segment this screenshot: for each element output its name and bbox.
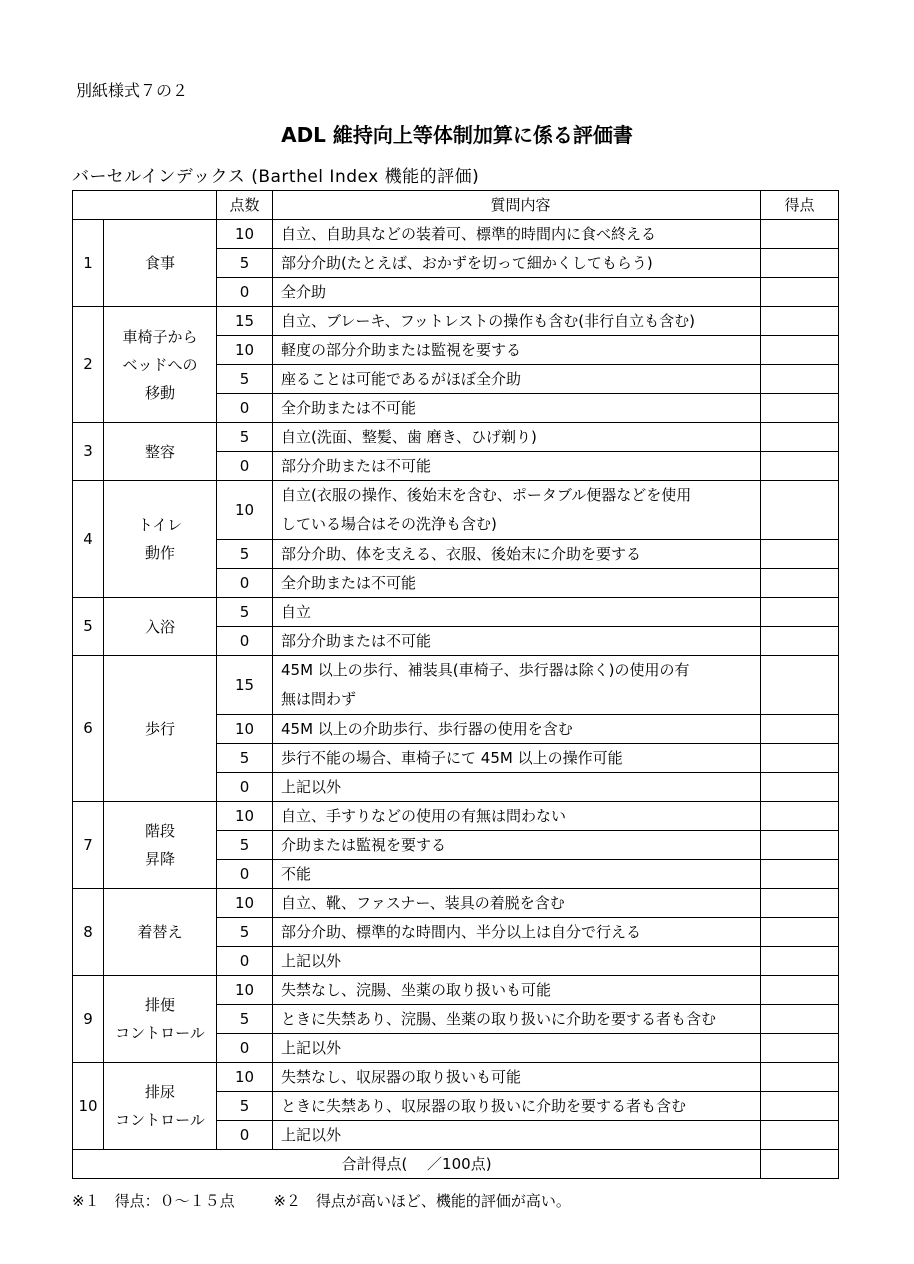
option-description-line: 全介助または不可能 xyxy=(281,398,417,417)
points-input-cell[interactable] xyxy=(761,1034,839,1063)
option-description xyxy=(273,394,761,423)
item-name xyxy=(104,481,217,598)
option-description-line: 上記以外 xyxy=(281,951,342,970)
option-score: 0 xyxy=(217,773,273,802)
points-input-cell[interactable] xyxy=(761,715,839,744)
item-name-line: 整容 xyxy=(144,442,175,461)
option-description xyxy=(273,744,761,773)
footnote-1: ※１ 得点：０～１５点 xyxy=(72,1192,235,1210)
option-description xyxy=(273,1034,761,1063)
option-score: 10 xyxy=(217,336,273,365)
option-description-line: 不能 xyxy=(281,864,312,883)
item-name-line: 入浴 xyxy=(144,617,175,636)
item-number: 6 xyxy=(73,656,104,802)
header-row xyxy=(73,191,839,220)
points-input-cell[interactable] xyxy=(761,889,839,918)
points-input-cell[interactable] xyxy=(761,569,839,598)
option-score: 5 xyxy=(217,1005,273,1034)
option-score: 5 xyxy=(217,744,273,773)
option-description xyxy=(273,1005,761,1034)
table-row xyxy=(73,889,839,918)
item-name xyxy=(104,307,217,423)
item-name-line: 車椅子から xyxy=(122,327,198,346)
option-description xyxy=(273,802,761,831)
table-row xyxy=(73,656,839,715)
total-label: 合計得点( ／100点) xyxy=(73,1150,761,1179)
option-score: 5 xyxy=(217,249,273,278)
item-number: 7 xyxy=(73,802,104,889)
points-input-cell[interactable] xyxy=(761,220,839,249)
item-name xyxy=(104,1063,217,1150)
option-description xyxy=(273,365,761,394)
option-score: 5 xyxy=(217,831,273,860)
points-input-cell[interactable] xyxy=(761,744,839,773)
option-description xyxy=(273,1092,761,1121)
points-input-cell[interactable] xyxy=(761,627,839,656)
item-number: 5 xyxy=(73,598,104,656)
points-input-cell[interactable] xyxy=(761,278,839,307)
option-score: 10 xyxy=(217,220,273,249)
option-description-line: 自立(洗面、整髪、歯 磨き、ひげ剃り) xyxy=(281,427,537,446)
option-score: 0 xyxy=(217,452,273,481)
option-score: 0 xyxy=(217,569,273,598)
option-description xyxy=(273,889,761,918)
points-input-cell[interactable] xyxy=(761,1005,839,1034)
item-name xyxy=(104,598,217,656)
option-description xyxy=(273,220,761,249)
option-description xyxy=(273,976,761,1005)
item-name-line: 階段 xyxy=(144,822,175,840)
option-description-line: 歩行不能の場合、車椅子にて 45M 以上の操作可能 xyxy=(281,748,623,767)
points-input-cell[interactable] xyxy=(761,656,839,715)
points-input-cell[interactable] xyxy=(761,540,839,569)
option-score: 10 xyxy=(217,715,273,744)
item-number: 1 xyxy=(73,220,104,307)
item-name xyxy=(104,976,217,1063)
option-description-line: ときに失禁あり、収尿器の取り扱いに介助を要する者も含む xyxy=(281,1096,687,1115)
item-number: 3 xyxy=(73,423,104,481)
table-body xyxy=(73,191,839,1179)
option-description xyxy=(273,249,761,278)
option-score: 10 xyxy=(217,1063,273,1092)
option-description xyxy=(273,481,761,540)
option-description-line: 部分介助または不可能 xyxy=(281,456,432,475)
item-name-line: 食事 xyxy=(144,254,175,272)
option-score: 5 xyxy=(217,598,273,627)
points-input-cell[interactable] xyxy=(761,307,839,336)
option-score: 15 xyxy=(217,307,273,336)
option-description xyxy=(273,569,761,598)
table-row xyxy=(73,481,839,540)
option-description-line: 45M 以上の歩行、補装具(車椅子、歩行器は除く)の使用の有 xyxy=(281,661,690,679)
points-input-cell[interactable] xyxy=(761,481,839,540)
points-input-cell[interactable] xyxy=(761,802,839,831)
table-row xyxy=(73,598,839,627)
item-name xyxy=(104,220,217,307)
item-number: 8 xyxy=(73,889,104,976)
option-description xyxy=(273,860,761,889)
item-name xyxy=(104,423,217,481)
item-name-line: コントロール xyxy=(115,1111,205,1129)
option-description xyxy=(273,423,761,452)
option-description xyxy=(273,627,761,656)
header-blank xyxy=(73,191,217,220)
option-description xyxy=(273,307,761,336)
option-description-line: 部分介助(たとえば、おかずを切って細かくしてもらう) xyxy=(281,253,653,272)
total-row xyxy=(73,1150,839,1179)
option-description xyxy=(273,452,761,481)
option-score: 10 xyxy=(217,889,273,918)
option-description-line: 自立(衣服の操作、後始末を含む、ポータブル便器などを使用 xyxy=(281,486,692,504)
option-description-line: 無は問わず xyxy=(281,690,357,708)
item-number: 4 xyxy=(73,481,104,598)
option-description-line: 自立、手すりなどの使用の有無は問わない xyxy=(281,806,567,825)
option-score: 5 xyxy=(217,540,273,569)
item-name xyxy=(104,656,217,802)
option-description-line: 上記以外 xyxy=(281,1125,342,1144)
option-description-line: 失禁なし、浣腸、坐薬の取り扱いも可能 xyxy=(281,980,552,999)
points-input-cell[interactable] xyxy=(761,976,839,1005)
option-score: 10 xyxy=(217,481,273,540)
option-score: 5 xyxy=(217,1092,273,1121)
option-description-line: 介助または監視を要する xyxy=(281,835,447,854)
option-score: 5 xyxy=(217,423,273,452)
option-description-line: 軽度の部分介助または監視を要する xyxy=(281,340,522,359)
form-id: 別紙様式７の２ xyxy=(76,81,189,100)
option-description-line: している場合はその洗浄も含む) xyxy=(281,515,497,533)
option-score: 0 xyxy=(217,627,273,656)
option-description-line: 全介助 xyxy=(281,282,327,301)
option-description xyxy=(273,1063,761,1092)
option-description-line: ときに失禁あり、浣腸、坐薬の取り扱いに介助を要する者も含む xyxy=(281,1009,717,1028)
option-description-line: 座ることは可能であるがほぼ全介助 xyxy=(281,369,522,388)
table-row xyxy=(73,802,839,831)
document-title: ADL 維持向上等体制加算に係る評価書 xyxy=(281,123,633,147)
option-score: 0 xyxy=(217,278,273,307)
table-row xyxy=(73,976,839,1005)
option-score: 5 xyxy=(217,918,273,947)
item-name-line: 排尿 xyxy=(144,1083,175,1101)
item-name-line: 着替え xyxy=(137,923,183,941)
option-score: 10 xyxy=(217,976,273,1005)
table-row xyxy=(73,1063,839,1092)
item-number: 2 xyxy=(73,307,104,423)
option-description-line: 部分介助、標準的な時間内、半分以上は自分で行える xyxy=(281,922,642,941)
option-description-line: 上記以外 xyxy=(281,777,342,796)
option-description-line: 部分介助、体を支える、衣服、後始末に介助を要する xyxy=(281,544,642,563)
option-description-line: 上記以外 xyxy=(281,1038,342,1057)
table-row xyxy=(73,423,839,452)
points-input-cell[interactable] xyxy=(761,947,839,976)
table-row xyxy=(73,307,839,336)
option-score: 15 xyxy=(217,656,273,715)
item-name-line: 動作 xyxy=(144,544,175,562)
option-description-line: 自立、自助具などの装着可、標準的時間内に食べ終える xyxy=(281,224,657,243)
option-description xyxy=(273,336,761,365)
option-description xyxy=(273,715,761,744)
barthel-index-table xyxy=(72,190,839,1179)
points-input-cell[interactable] xyxy=(761,918,839,947)
option-description-line: 45M 以上の介助歩行、歩行器の使用を含む xyxy=(281,719,573,738)
header-score: 点数 xyxy=(217,191,273,220)
table-row xyxy=(73,220,839,249)
header-points: 得点 xyxy=(761,191,839,220)
option-description-line: 自立 xyxy=(281,602,312,621)
points-input-cell[interactable] xyxy=(761,336,839,365)
points-input-cell[interactable] xyxy=(761,423,839,452)
points-input-cell[interactable] xyxy=(761,452,839,481)
option-score: 0 xyxy=(217,860,273,889)
item-name-line: 昇降 xyxy=(144,850,175,868)
option-description xyxy=(273,278,761,307)
option-score: 0 xyxy=(217,1034,273,1063)
points-input-cell[interactable] xyxy=(761,394,839,423)
option-description-line: 全介助または不可能 xyxy=(281,573,417,592)
option-description xyxy=(273,656,761,715)
header-content: 質問内容 xyxy=(273,191,761,220)
item-name-line: 移動 xyxy=(144,383,175,402)
points-input-cell[interactable] xyxy=(761,773,839,802)
points-input-cell[interactable] xyxy=(761,831,839,860)
item-name-line: ベッドへの xyxy=(122,355,198,374)
option-score: 0 xyxy=(217,1121,273,1150)
points-input-cell[interactable] xyxy=(761,860,839,889)
option-score: 0 xyxy=(217,947,273,976)
option-description xyxy=(273,947,761,976)
option-description xyxy=(273,831,761,860)
option-description xyxy=(273,1121,761,1150)
option-score: 5 xyxy=(217,365,273,394)
option-description-line: 自立、靴、ファスナー、装具の着脱を含む xyxy=(281,893,565,912)
footnotes xyxy=(72,1190,605,1211)
points-input-cell[interactable] xyxy=(761,249,839,278)
option-description-line: 失禁なし、収尿器の取り扱いも可能 xyxy=(281,1067,522,1086)
item-name-line: トイレ xyxy=(137,516,183,534)
item-number: 10 xyxy=(73,1063,104,1150)
option-description-line: 自立、ブレーキ、フットレストの操作も含む(非行自立も含む) xyxy=(281,311,696,330)
item-name xyxy=(104,802,217,889)
item-number: 9 xyxy=(73,976,104,1063)
points-input-cell[interactable] xyxy=(761,1121,839,1150)
option-description xyxy=(273,918,761,947)
item-name-line: 排便 xyxy=(144,996,175,1014)
option-description xyxy=(273,773,761,802)
item-name-line: 歩行 xyxy=(144,719,175,738)
item-name xyxy=(104,889,217,976)
option-score: 10 xyxy=(217,802,273,831)
table-subtitle: バーセルインデックス (Barthel Index 機能的評価) xyxy=(72,167,480,187)
option-description xyxy=(273,598,761,627)
total-points-cell[interactable] xyxy=(761,1150,839,1179)
points-input-cell[interactable] xyxy=(761,1092,839,1121)
option-description-line: 部分介助または不可能 xyxy=(281,631,432,650)
option-score: 0 xyxy=(217,394,273,423)
points-input-cell[interactable] xyxy=(761,365,839,394)
option-description xyxy=(273,540,761,569)
points-input-cell[interactable] xyxy=(761,1063,839,1092)
footnote-2: ※２ 得点が高いほど、機能的評価が高い。 xyxy=(273,1192,571,1210)
item-name-line: コントロール xyxy=(115,1024,205,1042)
points-input-cell[interactable] xyxy=(761,598,839,627)
